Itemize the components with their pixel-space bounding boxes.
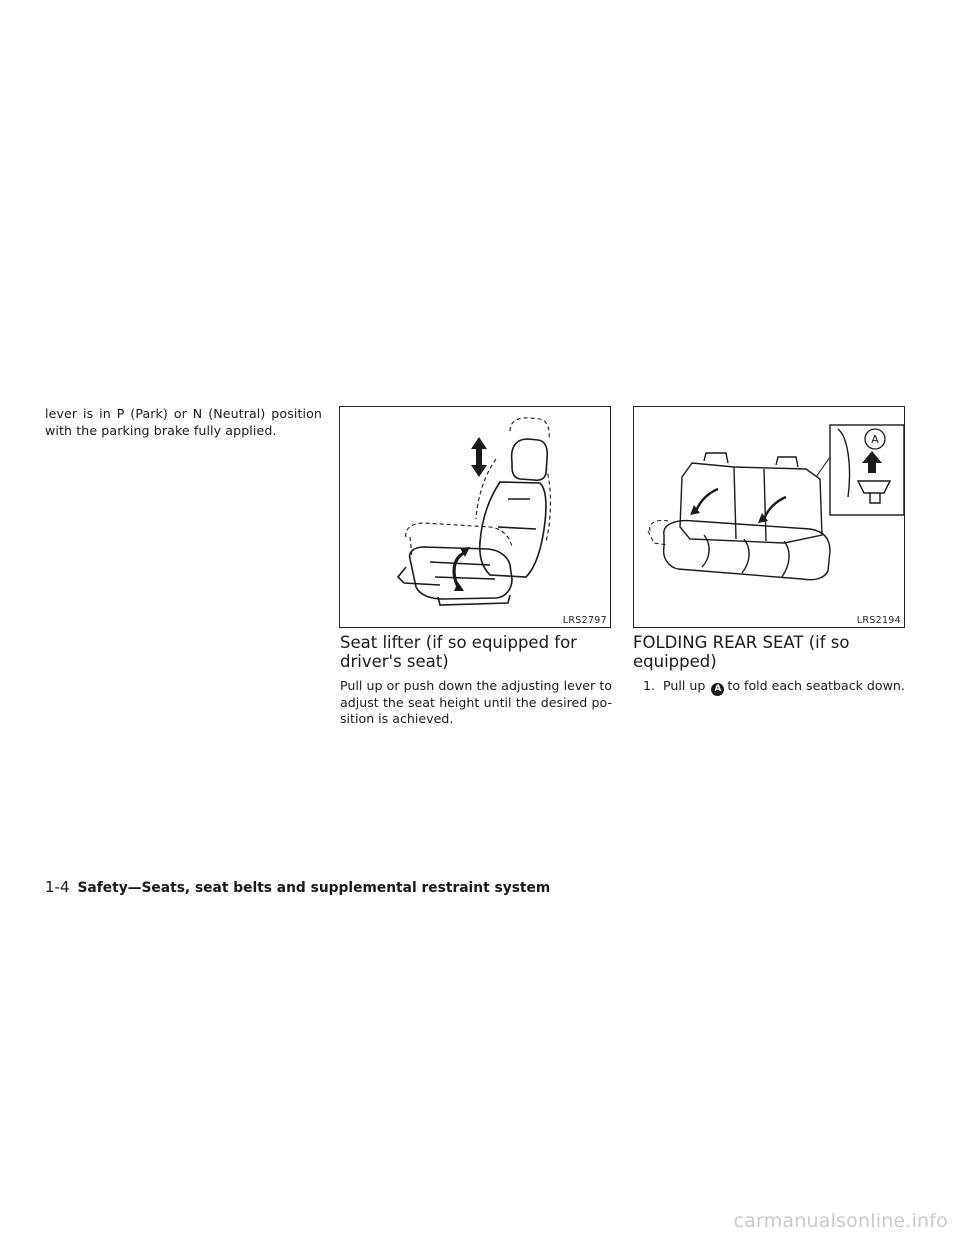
section-title: Safety—Seats, seat belts and supplemental restraint system xyxy=(77,880,551,896)
seat-lifter-body: Pull up or push down the adjusting lever to adjust the seat height until the desired po- sition is achieved. xyxy=(340,678,612,726)
seat-lifter-illustration xyxy=(340,407,610,627)
figure-code: LRS2194 xyxy=(856,615,901,626)
step-text-after: to fold each seatback down. xyxy=(727,678,905,693)
callout-a-label: A xyxy=(871,433,879,446)
folding-rear-seat-heading: FOLDING REAR SEAT (if so equipped) xyxy=(633,633,850,671)
page-footer xyxy=(45,878,550,897)
callout-a-icon: A xyxy=(711,683,724,696)
figure-code: LRS2797 xyxy=(562,615,607,626)
folding-step-1 xyxy=(643,678,915,696)
seat-lifter-figure xyxy=(339,406,611,628)
rear-seat-illustration xyxy=(634,407,904,627)
seat-lifter-heading: Seat lifter (if so equipped for driver's seat) xyxy=(340,633,577,671)
step-number: 1. xyxy=(643,678,656,693)
page-number: 1-4 xyxy=(45,878,70,896)
rear-seat-figure xyxy=(633,406,905,628)
step-text-before: Pull up xyxy=(663,678,706,693)
watermark: carmanualsonline.info xyxy=(733,1210,948,1232)
intro-paragraph: lever is in P (Park) or N (Neutral) position with the parking brake fully applied. xyxy=(45,406,322,438)
